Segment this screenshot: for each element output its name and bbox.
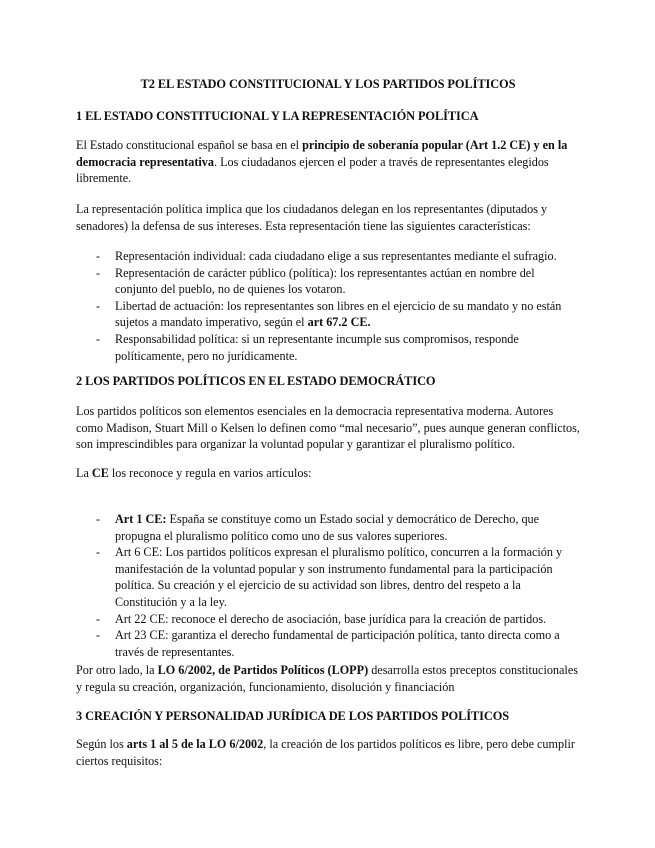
list-item — [76, 611, 580, 628]
bold-text-run: LO 6/2002, de Partidos Políticos (LOPP) — [157, 663, 369, 677]
list-item-text: España se constituye como un Estado social y democrático de Derecho, que propugna el pluralismo político como uno de sus valores superiores. — [115, 512, 540, 543]
section-2-list — [76, 511, 580, 660]
section-1-paragraph-2: La representación política implica que los ciudadanos delegan en los representantes (diputados y senadores) la defensa de sus intereses. Esta representación tiene las siguientes características: — [76, 202, 548, 233]
list-item-text: Responsabilidad política: si un representante incumple sus compromisos, responde políticamente, pero no jurídicamente. — [115, 331, 519, 363]
list-item-text: Art 6 CE: Los partidos políticos expresan el pluralismo político, concurren a la formación y manifestación de la voluntad popular y son instrumento fundamental para la participación política. Su creación y el ejercicio de su actividad son libres, dentro del respeto a la Constitución y a la ley. — [115, 545, 563, 609]
list-item-text: Art 22 CE: reconoce el derecho de asociación, base jurídica para la creación de partidos. — [115, 611, 547, 626]
bold-text-run: art 67.2 CE. — [307, 315, 371, 330]
dash-marker: - — [96, 265, 101, 280]
list-item — [76, 331, 580, 364]
section-1-list — [76, 248, 580, 364]
bold-text-run: arts 1 al 5 de la LO 6/2002 — [126, 737, 264, 751]
section-1-paragraph-1 — [76, 137, 580, 187]
dash-marker: - — [96, 298, 101, 313]
list-item — [76, 248, 580, 265]
text-run: desarrolla estos preceptos constitucionales y regula su creación, organización, funcionamiento, disolución y financiación — [76, 663, 578, 694]
section-2-paragraph-2 — [76, 465, 580, 482]
dash-marker: - — [96, 611, 101, 626]
section-2-heading: 2 LOS PARTIDOS POLÍTICOS EN EL ESTADO DEMOCRÁTICO — [76, 374, 436, 388]
dash-marker: - — [96, 249, 101, 263]
text-run: Por otro lado, la — [76, 663, 158, 677]
list-item-text: Representación de carácter público (política): los representantes actúan en nombre del conjunto del pueblo, no de quienes los votaron. — [115, 265, 535, 297]
section-1-heading: 1 EL ESTADO CONSTITUCIONAL Y LA REPRESENTACIÓN POLÍTICA — [76, 109, 479, 123]
text-run: La — [76, 466, 92, 480]
list-item — [76, 298, 580, 331]
section-2-paragraph-3 — [76, 662, 580, 695]
text-run: El Estado constitucional español se basa en el — [76, 138, 303, 152]
text-run: . Los ciudadanos ejercen el poder a través de representantes elegidos libremente. — [76, 154, 549, 186]
dash-marker: - — [96, 628, 101, 643]
section-3-paragraph-1 — [76, 736, 580, 769]
text-run: Según los — [76, 737, 127, 751]
section-3-heading: 3 CREACIÓN Y PERSONALIDAD JURÍDICA DE LOS PARTIDOS POLÍTICOS — [76, 709, 510, 723]
text-run: , la creación de los partidos políticos es libre, pero debe cumplir ciertos requisitos: — [76, 737, 575, 768]
list-item-text: Libertad de actuación: los representantes son libres en el ejercicio de su mandato y no están sujetos a mandato imperativo, según el — [115, 298, 562, 330]
list-item-text: Representación individual: cada ciudadano elige a sus representantes mediante el sufragio. — [115, 249, 557, 263]
list-item-text: Art 23 CE: garantiza el derecho fundamental de participación política, tanto directa como a través de representantes. — [115, 628, 560, 659]
bold-text-run: Art 1 CE: — [115, 512, 167, 526]
text-run: los reconoce y regula en varios artículos: — [108, 466, 312, 480]
dash-marker: - — [96, 331, 101, 346]
bold-text-run: CE — [91, 466, 109, 480]
list-item — [76, 511, 580, 544]
list-item — [76, 544, 580, 610]
list-item — [76, 265, 580, 298]
bold-text-run: principio de soberanía popular (Art 1.2 CE) y en la democracia representativa — [76, 138, 568, 169]
document-title: T2 EL ESTADO CONSTITUCIONAL Y LOS PARTIDOS POLÍTICOS — [140, 77, 516, 91]
dash-marker: - — [96, 545, 101, 560]
section-2-paragraph-1: Los partidos políticos son elementos esenciales en la democracia representativa moderna. Autores como Madison, Stuart Mill o Kelsen lo definen como “mal necesario”, pues aunque generan conflictos, son imprescindibles para organizar la voluntad popular y garantizar el pluralismo político. — [76, 404, 580, 452]
dash-marker: - — [96, 512, 101, 526]
list-item — [76, 627, 580, 660]
